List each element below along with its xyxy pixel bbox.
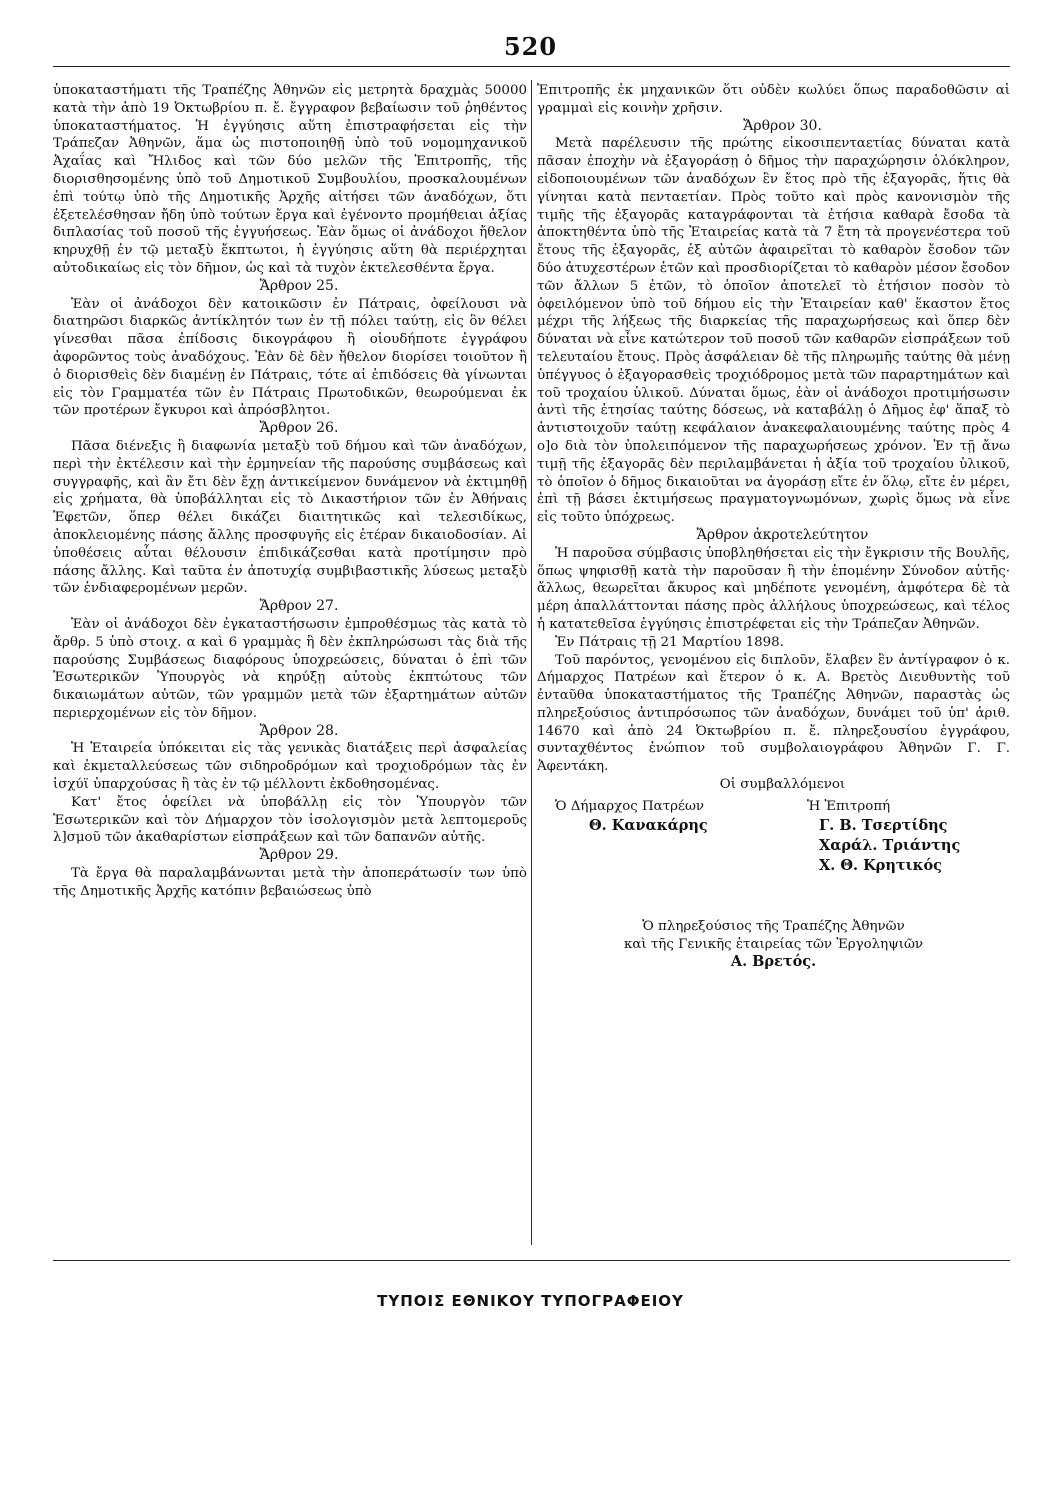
page-number: 520 bbox=[503, 32, 558, 61]
copy-note: Τοῦ παρόντος, γενομένου εἰς διπλοῦν, ἔλαβεν ἓν ἀντίγραφον ὁ κ. Δήμαρχος Πατρέων καὶ ἕτερον ὁ κ. Α. Βρετὸς Διευθυντὴς τοῦ ἐνταῦθα ὑποκαταστήματος τῆς Τραπέζης Ἀθηνῶν, παραστὰς ὡς πληρεξούσιος ἀντιπρόσωπος τῶν ἀναδόχων, δυνάμει τοῦ ὑπ' ἀριθ. 14670 καὶ ἀπὸ 24 Ὀκτωβρίου π. ἔ. πληρεξουσίου ἐγγράφου, συνταχθέντος ἐνώπιον τοῦ συμβολαιογράφου Ἀθηνῶν Γ. Γ. Ἀφεντάκη. bbox=[537, 652, 1010, 775]
printer-imprint: ΤΥΠΟΙΣ ΕΘΝΙΚΟΥ ΤΥΠΟΓΡΑΦΕΙΟΥ bbox=[377, 1292, 684, 1310]
final-article-text: Ἡ παροῦσα σύμβασις ὑποβληθήσεται εἰς τὴν ἔγκρισιν τῆς Βουλῆς, ὅπως ψηφισθῇ κατὰ τὴν παροῦσαν ἢ τὴν ἑπομένην Σύνοδον αὐτῆς· ἄλλως, θεωρεῖται ἄκυρος καὶ μηδέποτε γενομένη, ἀμφότερα δὲ τὰ μέρη ἀπαλλάττονται πάσης πρὸς ἀλλήλους ὑποχρεώσεως, καὶ τέλος ἡ κατατεθεῖσα ἐγγύησις ἐπιστρέφεται εἰς τὴν Τράπεζαν Ἀθηνῶν. bbox=[537, 545, 1010, 632]
article-29-text: Τὰ ἔργα θὰ παραλαμβάνωνται μετὰ τὴν ἀποπεράτωσίν των ὑπὸ τῆς Δημοτικῆς Ἀρχῆς κατόπιν βεβαιώσεως ὑπὸ bbox=[53, 866, 527, 899]
article-30-heading: Ἄρθρον 30. bbox=[743, 117, 822, 134]
representative-line-1: Ὁ πληρεξούσιος τῆς Τραπέζης Ἀθηνῶν bbox=[642, 918, 905, 934]
article-25-heading: Ἄρθρον 25. bbox=[259, 277, 339, 294]
intro-paragraph: ὑποκαταστήματι τῆς Τραπέζης Ἀθηνῶν εἰς μετρητὰ δραχμὰς 50000 κατὰ τὴν ἀπὸ 19 Ὀκτωβρίου π. ἔ. ἔγγραφον βεβαίωσιν τοῦ ῥηθέντος ὑποκαταστήματος. Ἡ ἐγγύησις αὕτη ἐπιστραφήσεται εἰς τὴν Τράπεζαν Ἀθηνῶν, ἅμα ὡς πιστοποιηθῇ ὑπὸ τοῦ νομομηχανικοῦ Ἀχαΐας καὶ Ἤλιδος καὶ τῶν δύο μελῶν τῆς Ἐπιτροπῆς, τῆς διορισθησομένης ὑπὸ τοῦ Δημοτικοῦ Συμβουλίου, προσκαλουμένων ἐπὶ τούτῳ ὑπὸ τῆς Δημοτικῆς Ἀρχῆς αἰτήσει τῶν ἀναδόχων, ὅτι ἐξετελέσθησαν ἤδη ὑπὸ τούτων ἔργα καὶ ἐγένοντο προμήθειαι ἀξίας διπλασίας τοῦ ποσοῦ τῆς ἐγγυήσεως. Ἐὰν ὅμως οἱ ἀνάδοχοι ἤθελον κηρυχθῇ ἐν τῷ μεταξὺ ἔκπτωτοι, ἡ ἐγγύησις αὕτη θὰ περιέρχηται αὐτοδικαίως εἰς τὸν δῆμον, ὡς καὶ τὰ τυχὸν ἐκτελεσθέντα ἔργα. bbox=[53, 83, 527, 276]
final-article-heading: Ἄρθρον ἀκροτελεύτητον bbox=[696, 526, 869, 543]
committee-member-name: Χαράλ. Τριάντης bbox=[819, 836, 961, 854]
left-column bbox=[53, 82, 527, 901]
continued-paragraph: Ἐπιτροπῆς ἐκ μηχανικῶν ὅτι οὐδὲν κωλύει ὅπως παραδοθῶσιν αἱ γραμμαὶ εἰς κοινὴν χρῆσιν. bbox=[537, 83, 1010, 116]
article-29-heading: Ἄρθρον 29. bbox=[259, 847, 339, 864]
right-column bbox=[537, 82, 1010, 971]
committee-member-name: Χ. Θ. Κρητικός bbox=[819, 856, 943, 874]
article-26-heading: Ἄρθρον 26. bbox=[259, 420, 339, 437]
article-28-text-1: Ἡ Ἑταιρεία ὑπόκειται εἰς τὰς γενικὰς διατάξεις περὶ ἀσφαλείας καὶ ἐκμεταλλεύσεως τῶν σιδηροδρόμων καὶ τροχιοδρόμων τὰς ἐν ἰσχύϊ ὑπαρχούσας ἢ τὰς ἐν τῷ μέλλοντι ἐκδοθησομένας. bbox=[53, 741, 527, 793]
article-30-text: Μετὰ παρέλευσιν τῆς πρώτης εἰκοσιπενταετίας δύναται κατὰ πᾶσαν ἐποχὴν νὰ ἐξαγοράσῃ ὁ δῆμος τὴν παραχώρησιν ὁλόκληρον, εἰδοποιουμένων τῶν ἀναδόχων ἓν ἔτος πρὸ τῆς ἐξαγορᾶς, ἥτις θὰ γίνηται κατὰ πενταετίαν. Πρὸς τοῦτο καὶ πρὸς κανονισμὸν τῆς τιμῆς τῆς ἐξαγορᾶς καταγράφονται τὰ ἐτήσια καθαρὰ ἔσοδα τὰ ἀποκτηθέντα ὑπὸ τῆς Ἑταιρείας κατὰ τὰ 7 ἔτη τὰ προγενέστερα τοῦ ἔτους τῆς ἐξαγορᾶς, ἐξ αὐτῶν ἀφαιρεῖται τὸ καθαρὸν ἔσοδον τῶν δύο ἀτυχεστέρων ἐτῶν καὶ προσδιορίζεται τὸ καθαρὸν μέσον ἔσοδον τῶν ἄλλων 5 ἐτῶν, τὸ ὁποῖον ἀποτελεῖ τὸ ἐτήσιον ποσὸν τὸ ὀφειλόμενον ὑπὸ τοῦ δήμου εἰς τὴν Ἑταιρείαν καθ' ἕκαστον ἔτος μέχρι τῆς λήξεως τῆς διαρκείας τῆς παραχωρήσεως καὶ ὅπερ δὲν δύναται νὰ εἶνε κατώτερον τοῦ ποσοῦ τῶν καθαρῶν εἰσπράξεων τοῦ τελευταίου ἔτους. Πρὸς ἀσφάλειαν δὲ τῆς πληρωμῆς ταύτης θὰ μένῃ ὑπέγγυος ὁ ἐξαγορασθεὶς τροχιόδρομος μετὰ τῶν παραρτημάτων καὶ τοῦ τροχαίου ὑλικοῦ. Δύναται ὅμως, ἐὰν οἱ ἀνάδοχοι προτιμήσωσιν ἀντὶ τῆς ἐτησίας ταύτης δόσεως, νὰ καταβάλῃ ὁ Δῆμος ἐφ' ἅπαξ τὸ ἀντιστοιχοῦν ταύτῃ κεφάλαιον ἀνακεφαλαιουμένης ταύτης πρὸς 4 ο]ο διὰ τὸν ὑπολειπόμενον τῆς παραχωρήσεως χρόνον. Ἐν τῇ ἄνω τιμῇ τῆς ἐξαγορᾶς δὲν περιλαμβάνεται ἡ ἀξία τοῦ τροχαίου ὑλικοῦ, τὸ ὁποῖον ὁ δῆμος δικαιοῦται να ἀγοράσῃ εἴτε ἐν ὅλῳ, εἴτε ἐν μέρει, ἐπὶ τῇ βάσει ἐκτιμήσεως πραγματογνωμόνων, χωρὶς ὅμως νὰ εἶνε εἰς τοῦτο ὑπόχρεως. bbox=[537, 136, 1010, 526]
place-date: Ἐν Πάτραις τῇ 21 Μαρτίου 1898. bbox=[555, 634, 784, 650]
column-divider bbox=[531, 80, 532, 1245]
committee-member-name: Γ. Β. Τσερτίδης bbox=[819, 816, 948, 834]
article-25-text: Ἐὰν οἱ ἀνάδοχοι δὲν κατοικῶσιν ἐν Πάτραις, ὀφείλουσι νὰ διατηρῶσι διαρκῶς ἀντίκλητόν των ἐν τῇ πόλει ταύτῃ, εἰς ὃν θέλει γίνεσθαι πᾶσα ἐπίδοσις δικογράφου ἢ οἱουδήποτε ἐγγράφου ἀφορῶντος τοὺς ἀναδόχους. Ἐὰν δὲ δὲν ἤθελον διορίσει τοιοῦτον ἢ ὁ διορισθεὶς δὲν διαμένῃ ἐν Πάτραις, τότε αἱ ἐπιδόσεις θὰ γίνωνται εἰς τὸν Γραμματέα τῶν ἐν Πάτραις Πρωτοδικῶν, θεωρούμεναι ἐκ τῶν προτέρων ἔγκυροι καὶ ἀπρόσβλητοι. bbox=[53, 296, 527, 419]
article-27-heading: Ἄρθρον 27. bbox=[259, 598, 339, 615]
article-27-text: Ἐὰν οἱ ἀνάδοχοι δὲν ἐγκαταστήσωσιν ἐμπροθέσμως τὰς κατὰ τὸ ἄρθρ. 5 ὑπὸ στοιχ. α καὶ 6 γραμμὰς ἢ δὲν ἐκπληρώσωσι τὰς διὰ τῆς παρούσης Συμβάσεως διαφόρους ὑποχρεώσεις, δύναται ὁ ἐπὶ τῶν Ἐσωτερικῶν Ὑπουργὸς νὰ κηρύξῃ αὐτοὺς ἐκπτώτους τῶν δικαιωμάτων αὐτῶν, τῶν γραμμῶν μετὰ τῶν ἐξαρτημάτων αὐτῶν περιερχομένων εἰς τὸν δῆμον. bbox=[53, 616, 527, 721]
committee-signature bbox=[807, 798, 1007, 876]
article-28-text-2: Κατ' ἔτος ὀφείλει νὰ ὑποβάλλῃ εἰς τὸν Ὑπουργὸν τῶν Ἐσωτερικῶν καὶ τὸν Δήμαρχον τὸν ἰσολογισμὸν μετὰ λεπτομεροῦς λ]σμοῦ τῶν ἀκαθαρίστων εἰσπράξεων καὶ τῶν δαπανῶν αὐτῆς. bbox=[53, 794, 527, 846]
representative-name: Α. Βρετός. bbox=[730, 953, 817, 971]
article-26-text: Πᾶσα διένεξις ἢ διαφωνία μεταξὺ τοῦ δήμου καὶ τῶν ἀναδόχων, περὶ τὴν ἐκτέλεσιν καὶ τὴν ἑρμηνείαν τῆς παρούσης συμβάσεως καὶ συγγραφῆς, καὶ ἂν ἔτι δὲν ἔχῃ ἀντικείμενον δυνάμενον νὰ ἐκτιμηθῇ εἰς χρήματα, θὰ ὑποβάλληται εἰς τὸ Δικαστήριον τῶν ἐν Ἀθήναις Ἐφετῶν, ὅπερ θέλει δικάζει διαιτητικῶς καὶ τελεσιδίκως, ἀποκλειομένης πάσης ἄλλης προσφυγῆς εἰς ἑτέραν δικαιοδοσίαν. Αἱ ὑποθέσεις αὗται θέλουσιν ἐπιδικάζεσθαι κατὰ προτίμησιν πρὸ πάσης ἄλλης. Καὶ ταῦτα ἐν ἀποτυχίᾳ συμβιβαστικῆς λύσεως μεταξὺ τῶν ἐνδιαφερομένων μερῶν. bbox=[53, 438, 527, 597]
top-rule bbox=[53, 66, 1010, 67]
parties-label: Οἱ συμβαλλόμενοι bbox=[719, 777, 846, 793]
article-28-heading: Ἄρθρον 28. bbox=[259, 722, 339, 739]
mayor-title: Ὁ Δήμαρχος Πατρέων bbox=[555, 798, 705, 814]
bank-representative bbox=[537, 918, 1010, 971]
mayor-name: Θ. Κανακάρης bbox=[589, 816, 708, 834]
committee-title: Ἡ Ἐπιτροπή bbox=[807, 798, 891, 814]
bottom-rule bbox=[53, 1260, 1010, 1261]
mayor-signature bbox=[555, 798, 775, 836]
signature-block bbox=[537, 798, 1010, 918]
representative-line-2: καὶ τῆς Γενικῆς ἑταιρείας τῶν Ἐργοληψιῶν bbox=[623, 936, 924, 952]
